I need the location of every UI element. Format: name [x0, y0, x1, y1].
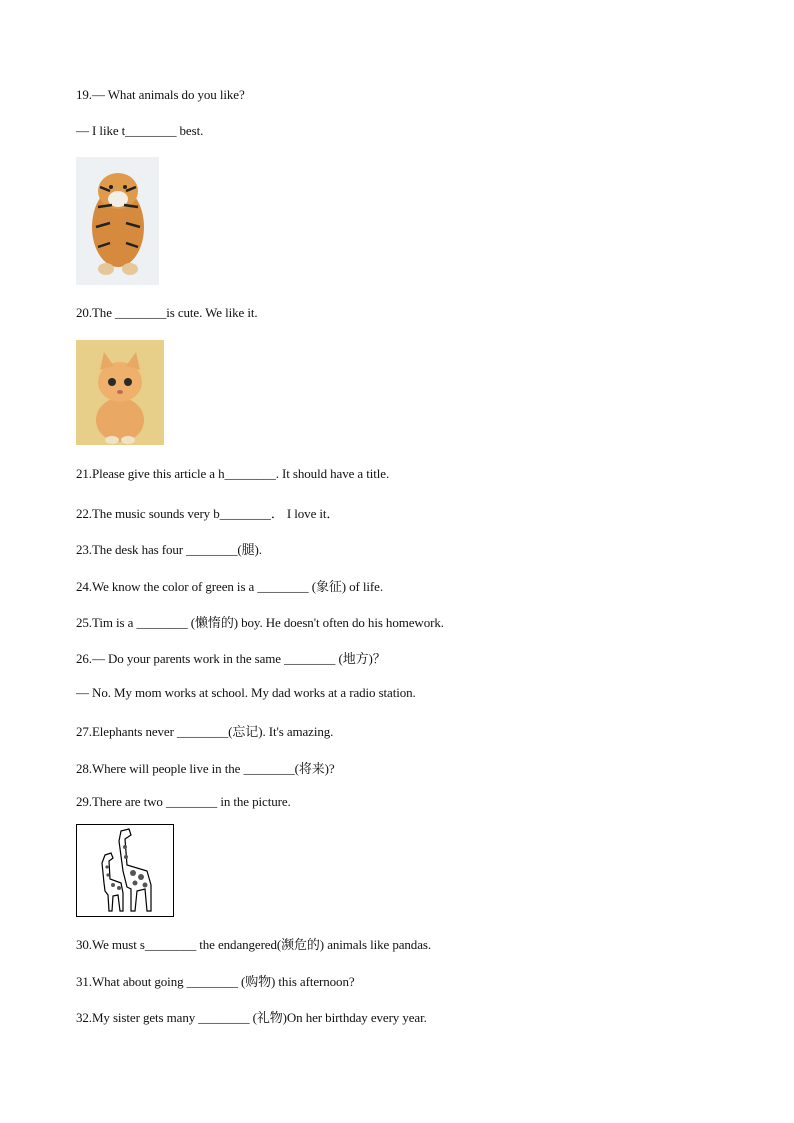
question-31: 31.What about going ________ (购物) this afternoon? [76, 974, 355, 989]
answer-26: — No. My mom works at school. My dad works at a radio station. [76, 685, 416, 700]
question-22: 22.The music sounds very b________． I love it． [76, 506, 340, 521]
question-23: 23.The desk has four ________(腿). [76, 542, 262, 557]
kitten-image [76, 340, 164, 445]
question-32: 32.My sister gets many ________ (礼物)On her birthday every year. [76, 1010, 427, 1025]
question-24: 24.We know the color of green is a ________ (象征) of life. [76, 579, 383, 594]
tiger-image [76, 157, 159, 285]
question-20: 20.The ________is cute. We like it. [76, 305, 258, 320]
question-19: 19.— What animals do you like? [76, 87, 245, 102]
question-25: 25.Tim is a ________ (懒惰的) boy. He doesn't often do his homework. [76, 615, 444, 630]
answer-19: — I like t________ best. [76, 123, 204, 138]
question-30: 30.We must s________ the endangered(濒危的) animals like pandas. [76, 937, 431, 952]
giraffes-image [76, 824, 174, 917]
question-26: 26.— Do your parents work in the same ________ (地方)？ [76, 651, 386, 666]
question-21: 21.Please give this article a h________. It should have a title. [76, 466, 390, 481]
question-27: 27.Elephants never ________(忘记). It's amazing. [76, 724, 334, 739]
question-29: 29.There are two ________ in the picture. [76, 794, 291, 809]
question-28: 28.Where will people live in the ________(将来)? [76, 761, 335, 776]
